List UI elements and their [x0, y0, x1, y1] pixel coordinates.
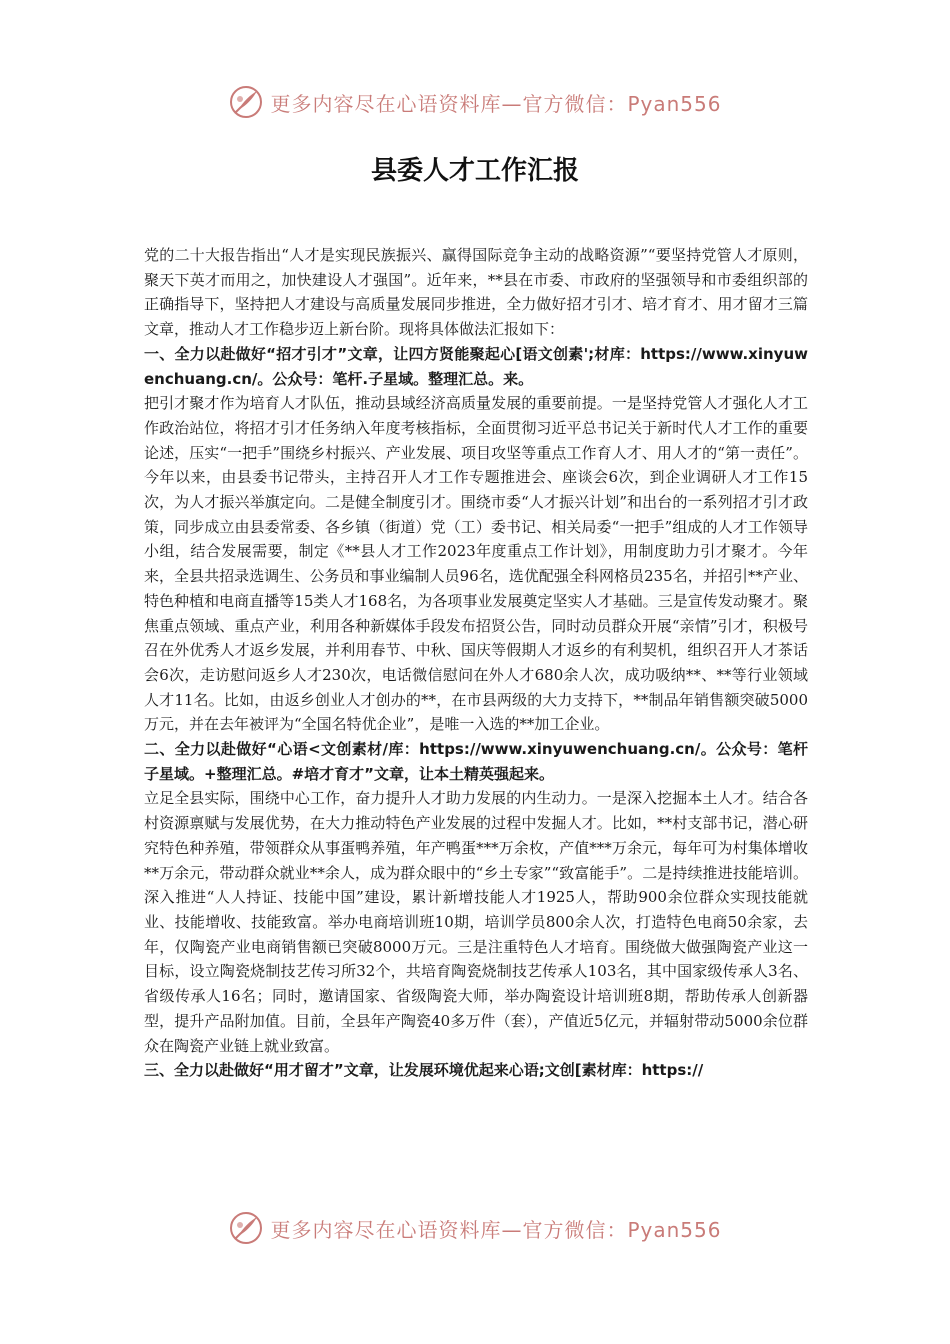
document-title: 县委人才工作汇报: [370, 156, 579, 186]
quill-logo-icon: [228, 1210, 264, 1246]
quill-logo-icon: [228, 84, 264, 120]
watermark-text: 更多内容尽在心语资料库—官方微信：Pyan556: [270, 91, 722, 116]
section-body-2: 立足全县实际，围绕中心工作，奋力提升人才助力发展的内生动力。一是深入挖掘本土人才。结合各村资源禀赋与发展优势，在大力推动特色产业发展的过程中发掘人才。比如，**村支部书记，潜心研究特色种养殖，带领群众从事蛋鸭养殖，年产鸭蛋***万余枚，产值***万余元，每年可为村集体增收**万余元，带动群众就业**余人，成为群众眼中的“乡土专家”“致富能手”。二是持续推进技能培训。深入推进“人人持证、技能中国”建设，累计新增技能人才1925人，帮助900余位群众实现技能就业、技能增收、技能致富。举办电商培训班10期，培训学员800余人次，打造特色电商50余家，去年，仅陶瓷产业电商销售额已突破8000万元。三是注重特色人才培育。围绕做大做强陶瓷产业这一目标，设立陶瓷烧制技艺传习所32个，共培育陶瓷烧制技艺传承人103名，其中国家级传承人3名、省级传承人16名；同时，邀请国家、省级陶瓷大师，举办陶瓷设计培训班8期，帮助传承人创新器型，提升产品附加值。目前，全县年产陶瓷40多万件（套），产值近5亿元，并辐射带动5000余位群众在陶瓷产业链上就业致富。: [144, 789, 808, 1055]
watermark-header: [0, 84, 950, 120]
intro-paragraph: 党的二十大报告指出“人才是实现民族振兴、赢得国际竞争主动的战略资源”“要坚持党管人才原则，聚天下英才而用之，加快建设人才强国”。近年来，**县在市委、市政府的坚强领导和市委组织部的正确指导下，坚持把人才建设与高质量发展同步推进，全力做好招才引才、培才育才、用才留才三篇文章，推动人才工作稳步迈上新台阶。现将具体做法汇报如下：: [144, 246, 808, 339]
section-heading-3: 三、全力以赴做好“用才留才”文章，让发展环境优起来心语;文创[素材库：https://: [144, 1061, 704, 1080]
watermark-footer: [0, 1210, 950, 1246]
section-heading-2: 二、全力以赴做好“心语<文创素材/库：https://www.xinyuwenchuang.cn/。公众号：笔杆子星域。+整理汇总。#培才育才”文章，让本土精英强起来。: [144, 740, 808, 783]
watermark-text: 更多内容尽在心语资料库—官方微信：Pyan556: [270, 1217, 722, 1242]
section-body-1: 把引才聚才作为培育人才队伍，推动县域经济高质量发展的重要前提。一是坚持党管人才强化人才工作政治站位，将招才引才任务纳入年度考核指标，全面贯彻习近平总书记关于新时代人才工作的重要论述，压实“一把手”围绕乡村振兴、产业发展、项目攻坚等重点工作育人才、用人才的“第一责任”。今年以来，由县委书记带头，主持召开人才工作专题推进会、座谈会6次，到企业调研人才工作15次，为人才振兴举旗定向。二是健全制度引才。围绕市委“人才振兴计划”和出台的一系列招才引才政策，同步成立由县委常委、各乡镇（街道）党（工）委书记、相关局委“一把手”组成的人才工作领导小组，结合发展需要，制定《**县人才工作2023年度重点工作计划》，用制度助力引才聚才。今年来，全县共招录选调生、公务员和事业编制人员96名，选优配强全科网格员235名，并招引**产业、特色种植和电商直播等15类人才168名，为各项事业发展奠定坚实人才基础。三是宣传发动聚才。聚焦重点领域、重点产业，利用各种新媒体手段发布招贤公告，同时动员群众开展“亲情”引才，积极号召在外优秀人才返乡发展，并利用春节、中秋、国庆等假期人才返乡的有利契机，组织召开人才茶话会6次，走访慰问返乡人才230次，电话微信慰问在外人才680余人次，成功吸纳**、**等行业领域人才11名。比如，由返乡创业人才创办的**，在市县两级的大力支持下，**制品年销售额突破5000万元，并在去年被评为“全国名特优企业”，是唯一入选的**加工企业。: [144, 394, 808, 734]
section-heading-1: 一、全力以赴做好“招才引才”文章，让四方贤能聚起心[语文创素';材库：https://www.xinyuwenchuang.cn/。公众号：笔杆.子星域。整理汇总。来。: [144, 344, 808, 388]
document-body: [144, 243, 808, 1083]
